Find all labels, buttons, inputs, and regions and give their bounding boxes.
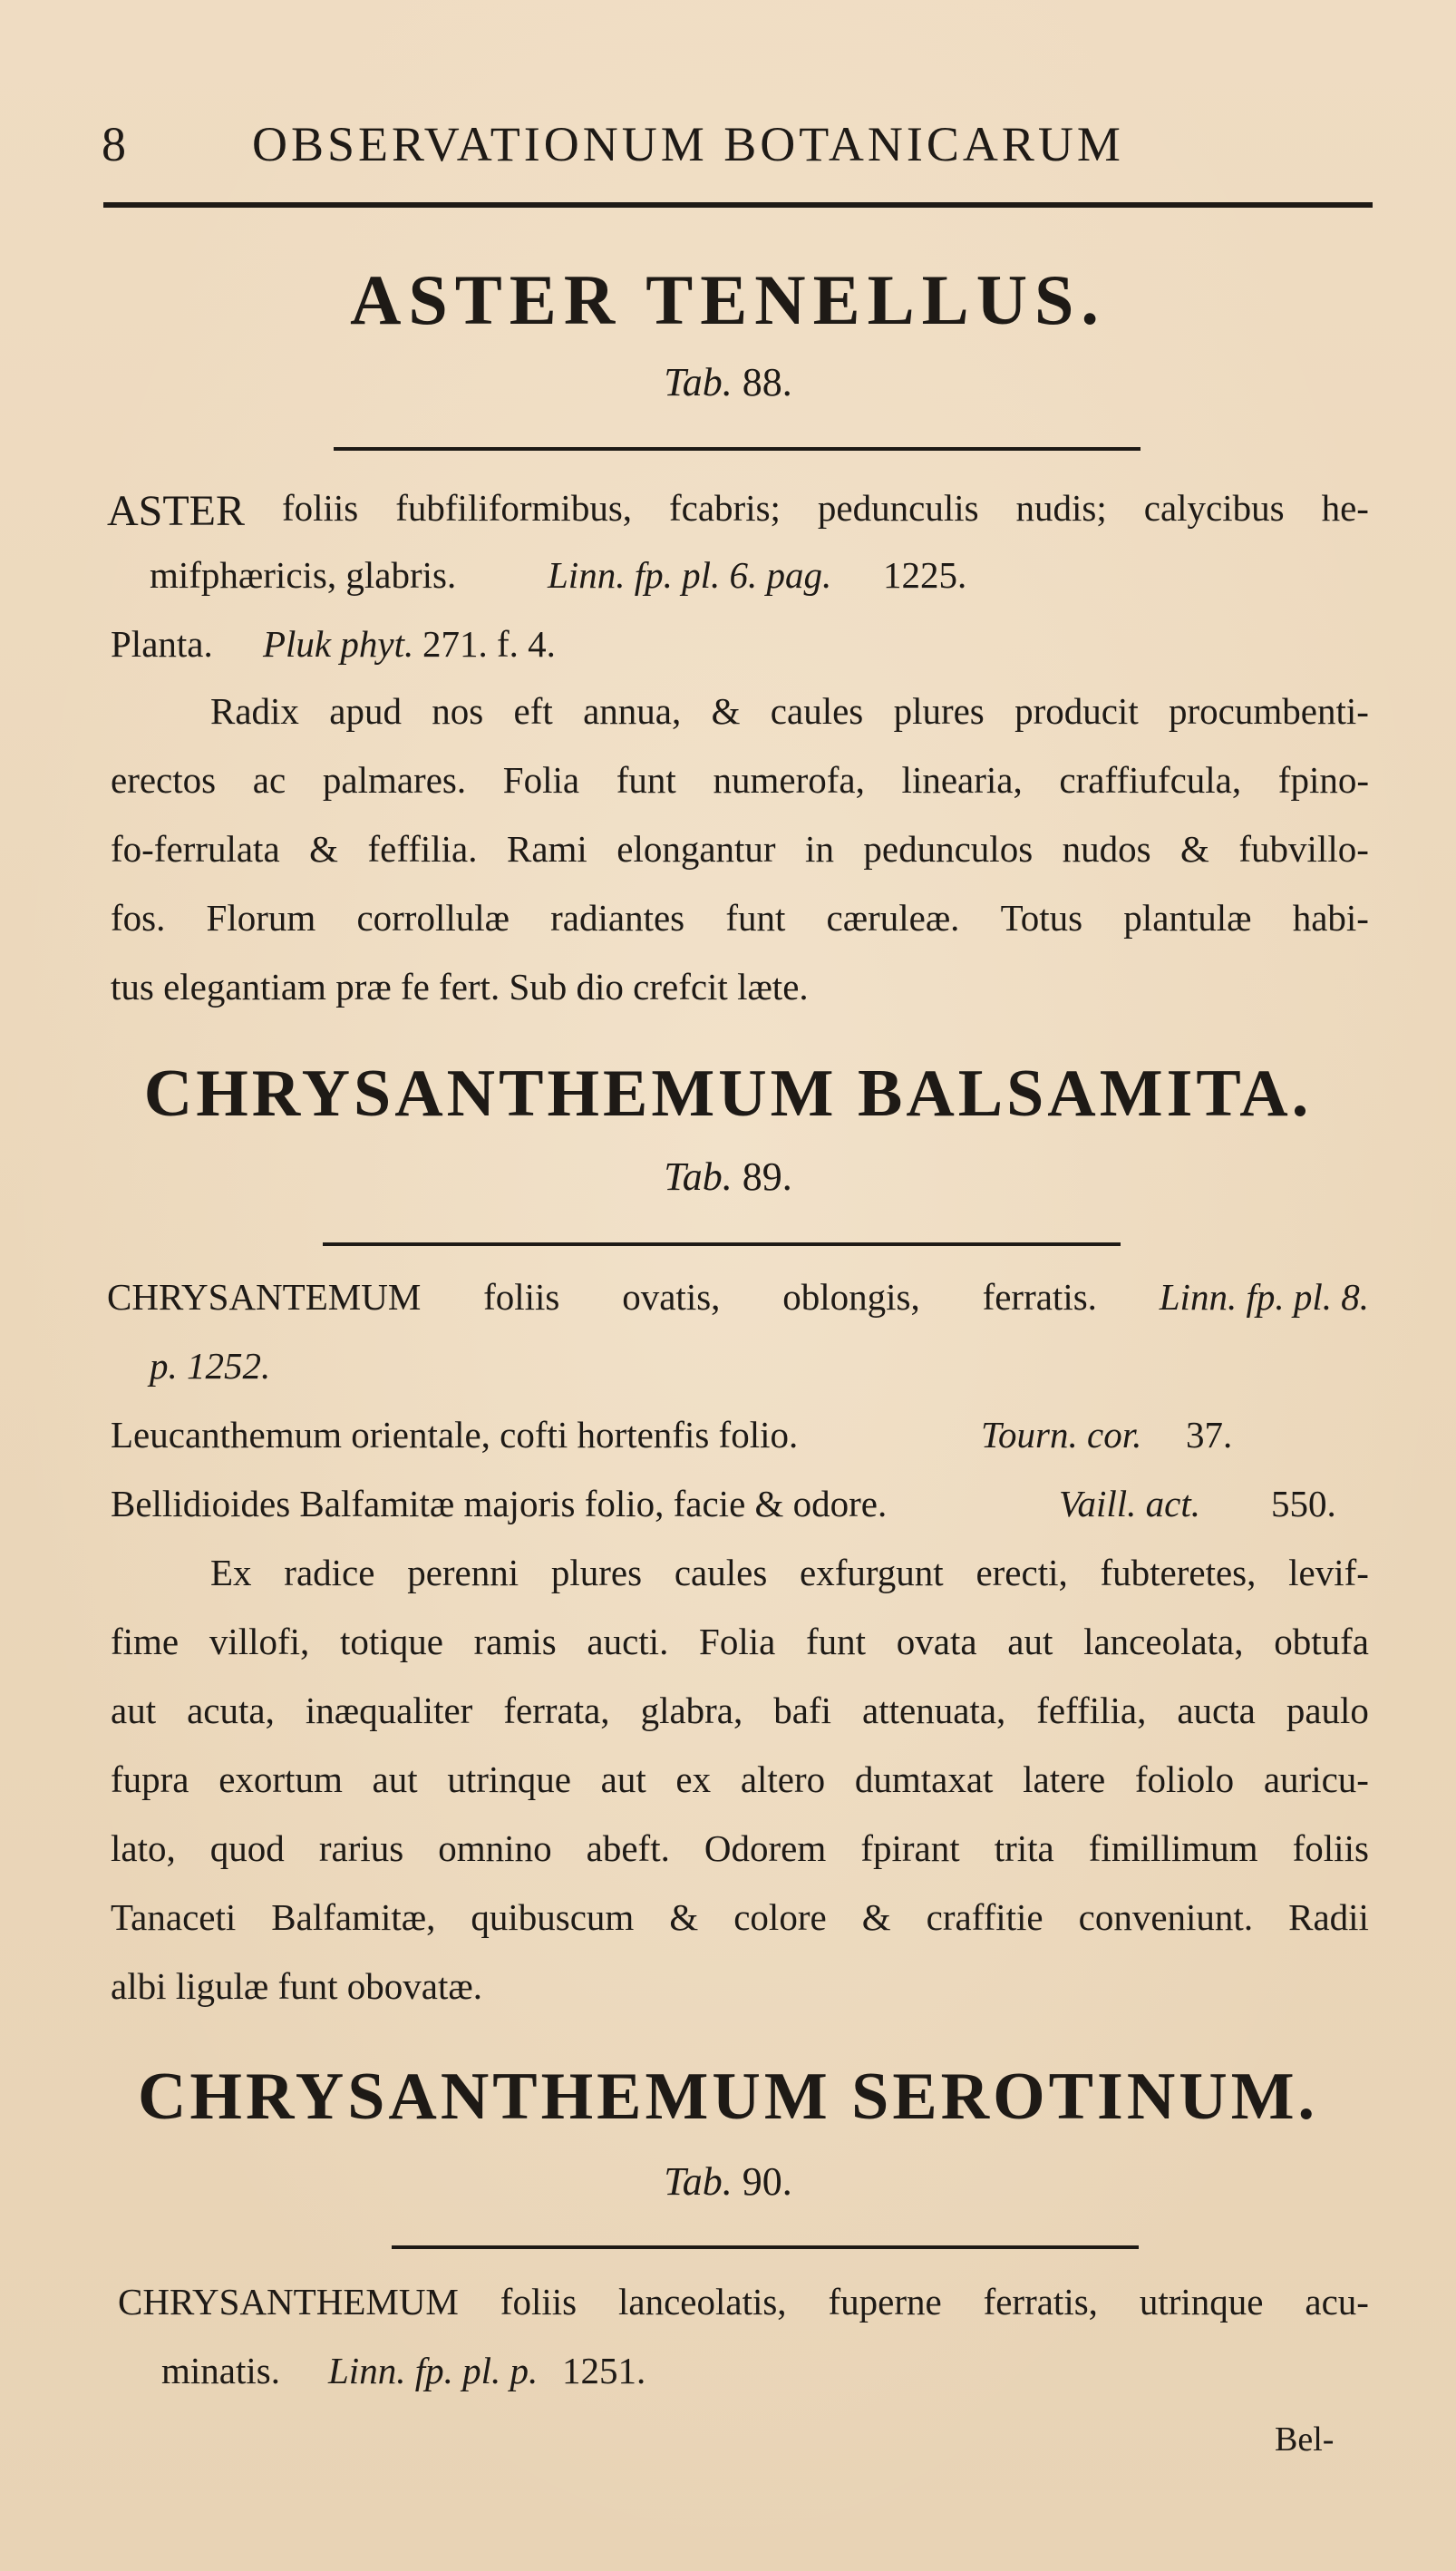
- page-number: 8: [102, 117, 129, 171]
- word: &: [669, 1896, 699, 1938]
- word: exfurgunt: [800, 1552, 944, 1593]
- catchword: Bel-: [1275, 2420, 1335, 2459]
- word: fimillimum: [1088, 1827, 1258, 1869]
- word: Odorem: [704, 1827, 827, 1869]
- word: conveniunt.: [1078, 1896, 1254, 1938]
- word: foliis: [500, 2281, 578, 2323]
- word: plures: [550, 1552, 643, 1593]
- word: ASTER: [107, 487, 246, 535]
- word: fubvillo-: [1238, 828, 1369, 870]
- word: funt: [616, 759, 676, 801]
- word: fo-ferrulata: [111, 828, 280, 870]
- citation: Linn. fp. pl. 6. pag.: [548, 554, 832, 596]
- tab-reference-89: [0, 1154, 1456, 1200]
- word: craffitie: [926, 1896, 1043, 1938]
- word: attenuata,: [862, 1690, 1006, 1731]
- word: aucta: [1177, 1690, 1256, 1731]
- word: inæqualiter: [305, 1690, 473, 1731]
- tab-label: Tab.: [664, 360, 733, 404]
- word: producit: [1014, 690, 1139, 732]
- word: altero: [740, 1758, 826, 1800]
- word: corrollulæ: [356, 897, 510, 939]
- word: linearia,: [901, 759, 1023, 801]
- word: in: [805, 828, 834, 870]
- word: radiantes: [550, 897, 685, 939]
- text-line: [0, 622, 1456, 695]
- word: feffilia,: [1036, 1690, 1147, 1731]
- word: colore: [733, 1896, 827, 1938]
- word: eft: [513, 690, 553, 732]
- citation: Linn. fp. pl. p.: [328, 2350, 539, 2391]
- word: nos: [432, 690, 484, 732]
- tab-label: Tab.: [664, 2159, 733, 2204]
- word: funt: [806, 1621, 867, 1662]
- word: plantulæ: [1123, 897, 1252, 939]
- word: ferrata,: [503, 1690, 610, 1731]
- word: procumbenti-: [1169, 690, 1369, 732]
- section-rule: [392, 2245, 1139, 2249]
- word: quod: [209, 1827, 285, 1869]
- word: apud: [329, 690, 402, 732]
- text-line: [0, 2280, 1456, 2352]
- word: aut: [372, 1758, 418, 1800]
- running-header: [102, 116, 1371, 180]
- text-line: [0, 1895, 1456, 1968]
- word: palmares.: [322, 759, 467, 801]
- word: exortum: [218, 1758, 343, 1800]
- text-line: [0, 1826, 1456, 1899]
- word: feffilia.: [367, 828, 478, 870]
- word: ovatis,: [622, 1276, 721, 1318]
- word: fos.: [111, 897, 166, 939]
- word: utrinque: [1139, 2281, 1264, 2323]
- tab-label: Tab.: [664, 1154, 733, 1199]
- word: fpino-: [1277, 759, 1369, 801]
- citation: Linn. fp. pl. 8.: [1159, 1276, 1369, 1318]
- citation-number: 37.: [1186, 1414, 1233, 1456]
- word: craffiufcula,: [1059, 759, 1242, 801]
- text-line: [0, 827, 1456, 900]
- word: fuperne: [828, 2281, 942, 2323]
- citation: p. 1252.: [150, 1345, 271, 1387]
- word: Florum: [206, 897, 316, 939]
- tab-number: 88.: [742, 360, 792, 404]
- citation: Pluk phyt.: [263, 623, 414, 665]
- section-rule: [334, 447, 1141, 451]
- word: Folia: [699, 1621, 776, 1662]
- word: Radii: [1288, 1896, 1369, 1938]
- citation-number: 271. f. 4.: [422, 623, 556, 665]
- word: lanceolata,: [1083, 1621, 1244, 1662]
- text-line: [0, 1344, 1456, 1417]
- word: CHRYSANTEMUM: [107, 1276, 422, 1318]
- word: &: [1180, 828, 1209, 870]
- text-line: [0, 1964, 1456, 2037]
- text-segment: Leucanthemum orientale, cofti hortenfis folio.: [111, 1414, 799, 1456]
- word: Ex: [210, 1552, 252, 1593]
- word: Balfamitæ,: [271, 1896, 436, 1938]
- word: perenni: [407, 1552, 519, 1593]
- word: elongantur: [616, 828, 776, 870]
- section-title-chrysanthemum-serotinum: CHRYSANTHEMUM SEROTINUM.: [137, 2060, 1319, 2134]
- word: aucti.: [587, 1621, 669, 1662]
- word: plures: [893, 690, 985, 732]
- word: Tanaceti: [111, 1896, 237, 1938]
- tab-reference-90: [0, 2158, 1456, 2205]
- word: auricu-: [1263, 1758, 1369, 1800]
- word: foliis: [281, 487, 359, 529]
- word: trita: [994, 1827, 1054, 1869]
- word: fime: [111, 1621, 180, 1662]
- word: quibuscum: [471, 1896, 635, 1938]
- word: latere: [1023, 1758, 1106, 1800]
- word: ex: [675, 1758, 712, 1800]
- word: pedunculos: [863, 828, 1034, 870]
- word: annua,: [583, 690, 682, 732]
- running-title: OBSERVATIONUM BOTANICARUM: [252, 117, 1124, 171]
- header-rule: [103, 202, 1373, 208]
- citation-number: 550.: [1271, 1483, 1336, 1524]
- word: caules: [770, 690, 864, 732]
- word: foliis: [483, 1276, 560, 1318]
- text-line: [0, 1620, 1456, 1692]
- word: glabra,: [640, 1690, 743, 1731]
- word: &: [309, 828, 339, 870]
- word: aut: [1007, 1621, 1053, 1662]
- word: levif-: [1288, 1552, 1369, 1593]
- word: radice: [284, 1552, 375, 1593]
- word: Totus: [1000, 897, 1083, 939]
- text-line: [0, 1413, 1456, 1485]
- word: cæruleæ.: [826, 897, 960, 939]
- word: Radix: [210, 690, 299, 732]
- word: calycibus: [1143, 487, 1285, 529]
- text-segment: albi ligulæ funt obovatæ.: [111, 1965, 482, 2007]
- word: aut: [111, 1690, 157, 1731]
- word: nudis;: [1015, 487, 1107, 529]
- citation: Vaill. act.: [1059, 1483, 1201, 1524]
- word: utrinque: [447, 1758, 571, 1800]
- word: pedunculis: [817, 487, 979, 529]
- word: acuta,: [187, 1690, 275, 1731]
- text-line: [0, 1482, 1456, 1554]
- word: fpirant: [860, 1827, 960, 1869]
- word: lanceolatis,: [618, 2281, 787, 2323]
- word: ferratis,: [983, 2281, 1098, 2323]
- section-title-chrysanthemum-balsamita: CHRYSANTHEMUM BALSAMITA.: [143, 1057, 1313, 1131]
- word: foliolo: [1134, 1758, 1235, 1800]
- word: CHRYSANTHEMUM: [118, 2281, 459, 2323]
- text-segment: Planta.: [111, 623, 213, 665]
- citation: Tourn. cor.: [981, 1414, 1142, 1456]
- citation-number: 1251.: [562, 2350, 646, 2391]
- text-line: [0, 896, 1456, 969]
- word: aut: [600, 1758, 646, 1800]
- text-line: [0, 965, 1456, 1037]
- word: obtufa: [1274, 1621, 1369, 1662]
- word: numerofa,: [713, 759, 865, 801]
- text-segment: Bellidioides Balfamitæ majoris folio, facie & odore.: [111, 1483, 888, 1524]
- word: Folia: [502, 759, 580, 801]
- word: ac: [252, 759, 286, 801]
- word: totique: [340, 1621, 443, 1662]
- word: ovata: [896, 1621, 977, 1662]
- word: &: [711, 690, 741, 732]
- text-line: [0, 1275, 1456, 1348]
- section-title-aster-tenellus: ASTER TENELLUS.: [350, 260, 1106, 339]
- word: dumtaxat: [854, 1758, 994, 1800]
- word: erecti,: [976, 1552, 1068, 1593]
- word: acu-: [1305, 2281, 1369, 2323]
- text-line: [0, 553, 1456, 626]
- text-line: [0, 758, 1456, 831]
- text-segment: tus elegantiam præ fe fert. Sub dio crefcit læte.: [111, 966, 809, 1008]
- word: villofi,: [209, 1621, 310, 1662]
- text-line: [0, 486, 1456, 559]
- text-line: [0, 689, 1456, 762]
- text-line: [0, 2349, 1456, 2421]
- word: &: [861, 1896, 891, 1938]
- word: oblongis,: [782, 1276, 920, 1318]
- word: fupra: [111, 1758, 189, 1800]
- word: ramis: [473, 1621, 557, 1662]
- word: paulo: [1286, 1690, 1369, 1731]
- tab-reference-88: [0, 359, 1456, 405]
- text-line: [0, 1758, 1456, 1830]
- word: caules: [674, 1552, 768, 1593]
- word: foliis: [1292, 1827, 1369, 1869]
- tab-number: 90.: [742, 2159, 792, 2204]
- word: fubfiliformibus,: [395, 487, 633, 529]
- text-line: [0, 1551, 1456, 1623]
- word: he-: [1321, 487, 1369, 529]
- word: Rami: [506, 828, 587, 870]
- word: bafi: [773, 1690, 832, 1731]
- word: lato,: [111, 1827, 176, 1869]
- tab-number: 89.: [742, 1154, 792, 1199]
- text-segment: minatis.: [161, 2350, 280, 2391]
- section-rule: [323, 1242, 1121, 1246]
- word: funt: [725, 897, 786, 939]
- word: rarius: [318, 1827, 404, 1869]
- word: fcabris;: [669, 487, 781, 529]
- word: abeft.: [586, 1827, 670, 1869]
- word: erectos: [111, 759, 217, 801]
- word: omnino: [438, 1827, 552, 1869]
- text-line: [0, 1689, 1456, 1761]
- word: nudos: [1062, 828, 1151, 870]
- citation-number: 1225.: [883, 554, 967, 596]
- word: ferratis.: [982, 1276, 1097, 1318]
- word: habi-: [1292, 897, 1369, 939]
- word: fubteretes,: [1100, 1552, 1257, 1593]
- text-segment: mifphæricis, glabris.: [150, 554, 457, 596]
